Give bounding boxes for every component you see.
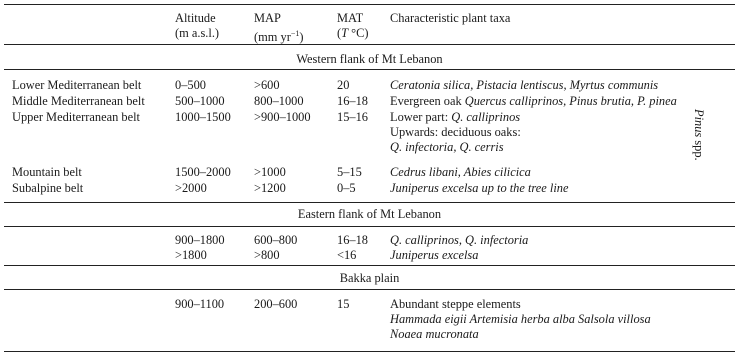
- taxa-value: Juniperus excelsa up to the tree line: [390, 181, 569, 195]
- taxa-value: Ceratonia silica, Pistacia lentiscus, Myrtus communis: [390, 78, 659, 92]
- altitude-value: 0–500: [175, 78, 206, 92]
- altitude-value: 900–1800: [175, 233, 225, 247]
- section-title: Western flank of Mt Lebanon: [296, 52, 443, 66]
- mat-value: 15–16: [337, 110, 368, 124]
- belt-name: Mountain belt: [12, 165, 82, 179]
- belt-name: Middle Mediterranean belt: [12, 94, 145, 108]
- map-value: >1000: [254, 165, 286, 179]
- map-value: 200–600: [254, 297, 298, 311]
- section-rule: [4, 265, 735, 266]
- belt-name: Lower Mediterranean belt: [12, 78, 142, 92]
- map-value: 800–1000: [254, 94, 304, 108]
- map-value: >1200: [254, 181, 286, 195]
- section-rule: [4, 226, 735, 227]
- mat-value: 20: [337, 78, 350, 92]
- taxa-value: Lower part: Q. calliprinos Upwards: deciduous oaks: Q. infectoria, Q. cerris: [390, 110, 521, 154]
- taxa-value: Evergreen oak Quercus calliprinos, Pinus brutia, P. pinea: [390, 94, 677, 108]
- map-value: >900–1000: [254, 110, 311, 124]
- mat-value: 16–18: [337, 233, 368, 247]
- pinus-side-note: Pinus spp.: [692, 109, 706, 161]
- mat-value: 5–15: [337, 165, 362, 179]
- section-title: Bakka plain: [339, 271, 400, 285]
- section-rule: [4, 289, 735, 290]
- mat-value: 16–18: [337, 94, 368, 108]
- belt-name: Upper Mediterranean belt: [12, 110, 140, 124]
- taxa-value: Abundant steppe elements Hammada eigii Artemisia herba alba Salsola villosa Noaea mucronata: [390, 297, 651, 341]
- taxa-value: Cedrus libani, Abies cilicica: [390, 165, 531, 179]
- mat-value: <16: [337, 248, 357, 262]
- header-map: MAP (mm $yr^{-1}$): [254, 11, 304, 45]
- top-rule: [4, 4, 735, 5]
- bottom-rule: [4, 351, 735, 352]
- altitude-value: 900–1100: [175, 297, 225, 311]
- altitude-value: 500–1000: [175, 94, 225, 108]
- header-mat: MAT (T °C): [337, 11, 369, 40]
- header-rule: [4, 44, 735, 45]
- map-value: 600–800: [254, 233, 298, 247]
- header-taxa: Characteristic plant taxa: [390, 11, 511, 25]
- belt-name: Subalpine belt: [12, 181, 84, 195]
- mat-value: 15: [337, 297, 350, 311]
- taxa-value: Juniperus excelsa: [390, 248, 479, 262]
- mat-value: 0–5: [337, 181, 356, 195]
- altitude-value: >1800: [175, 248, 207, 262]
- section-rule: [4, 202, 735, 203]
- altitude-value: 1000–1500: [175, 110, 231, 124]
- map-value: >800: [254, 248, 280, 262]
- section-rule: [4, 69, 735, 70]
- section-title: Eastern flank of Mt Lebanon: [297, 207, 442, 221]
- altitude-value: 1500–2000: [175, 165, 231, 179]
- altitude-value: >2000: [175, 181, 207, 195]
- header-altitude: Altitude (m a.s.l.): [175, 11, 220, 40]
- map-value: >600: [254, 78, 280, 92]
- taxa-value: Q. calliprinos, Q. infectoria: [390, 233, 529, 247]
